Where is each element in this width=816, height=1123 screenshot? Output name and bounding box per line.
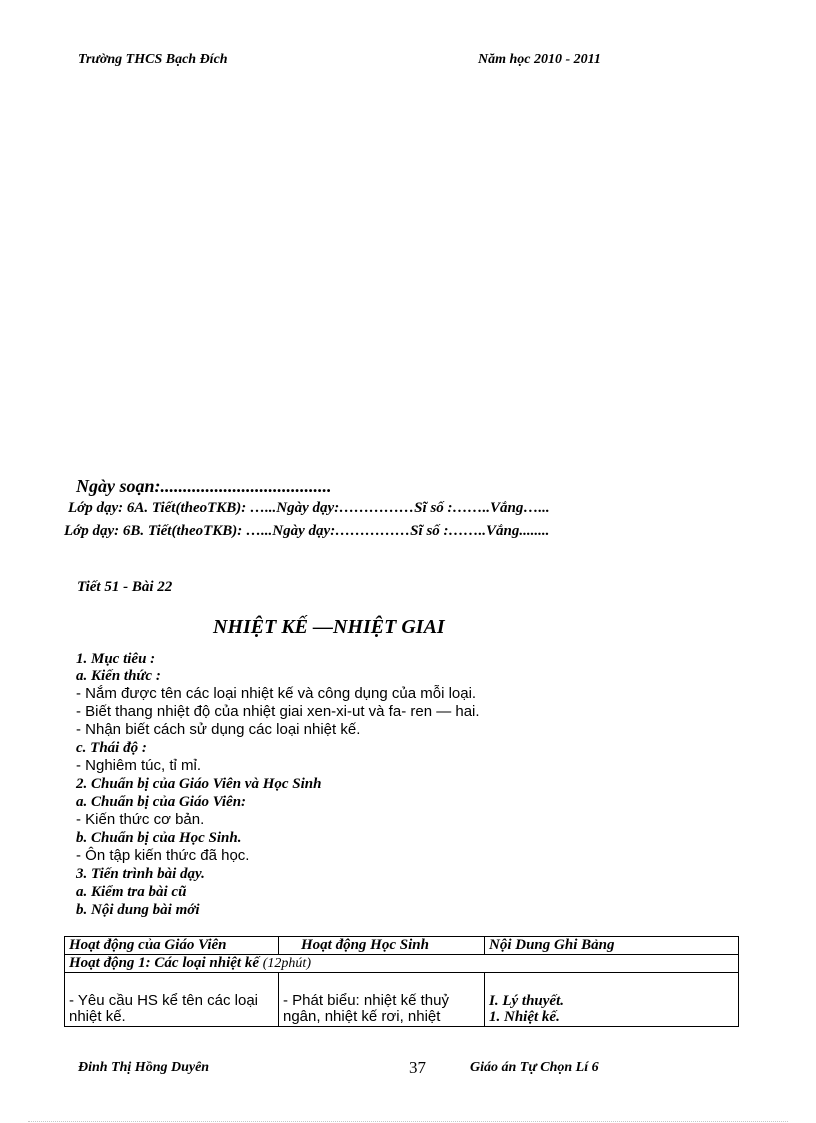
- new-content-heading: b. Nội dung bài mới: [76, 902, 200, 918]
- board-theory: I. Lý thuyết.: [489, 993, 564, 1009]
- table-row: [65, 973, 739, 1027]
- preparation-heading: 2. Chuẩn bị của Giáo Viên và Học Sinh: [76, 776, 322, 792]
- activity-time: (12phút): [262, 956, 311, 971]
- attitude-item: - Nghiêm túc, tỉ mỉ.: [76, 757, 202, 774]
- student-activity-cell: - Phát biểu: nhiệt kế thuỷ ngân, nhiệt kế rơi, nhiệt: [279, 973, 485, 1027]
- review-heading: a. Kiểm tra bài cũ: [76, 884, 187, 900]
- knowledge-item: - Nắm được tên các loại nhiệt kế và công dụng của mỗi loại.: [76, 685, 477, 702]
- knowledge-item: - Biết thang nhiệt độ của nhiệt giai xen-xi-ut và fa- ren — hai.: [76, 703, 480, 720]
- teacher-prep-item: - Kiến thức cơ bản.: [76, 811, 205, 828]
- attitude-heading: c. Thái độ :: [76, 740, 147, 756]
- objectives-heading: 1. Mục tiêu :: [76, 651, 156, 667]
- table-header-row: [65, 937, 739, 955]
- header-teacher-activity: Hoạt động của Giáo Viên: [65, 937, 279, 955]
- knowledge-heading: a. Kiến thức :: [76, 668, 161, 684]
- lesson-number: Tiết 51 - Bài 22: [77, 579, 173, 595]
- teacher-activity-cell: - Yêu cầu HS kể tên các loại nhiệt kế.: [65, 973, 279, 1027]
- procedure-heading: 3. Tiến trình bài dạy.: [76, 866, 205, 882]
- class-6b-line: Lớp dạy: 6B. Tiết(theoTKB): …...Ngày dạy:……………Sĩ số :……..Vắng........: [64, 523, 550, 539]
- footer-author: Đinh Thị Hồng Duyên: [78, 1060, 210, 1075]
- page-number: 37: [409, 1058, 426, 1077]
- knowledge-item: - Nhận biết cách sử dụng các loại nhiệt kế.: [76, 721, 361, 738]
- student-prep-item: - Ôn tập kiến thức đã học.: [76, 847, 250, 864]
- activity-cell: [65, 955, 739, 973]
- prep-date: Ngày soạn:......................................: [76, 476, 332, 496]
- board-thermometer: 1. Nhiệt kế.: [489, 1009, 560, 1025]
- page-bottom-border: [28, 1121, 788, 1122]
- footer-subject: Giáo án Tự Chọn Lí 6: [470, 1060, 599, 1075]
- class-6a-line: Lớp dạy: 6A. Tiết(theoTKB): …...Ngày dạy:……………Sĩ số :……..Vắng…...: [68, 500, 550, 516]
- student-prep-heading: b. Chuẩn bị của Học Sinh.: [76, 830, 242, 846]
- header-board-content: Nội Dung Ghi Bảng: [485, 937, 739, 955]
- activity-row: [65, 955, 739, 973]
- header-school: Trường THCS Bạch Đích: [78, 52, 228, 67]
- teacher-prep-heading: a. Chuẩn bị của Giáo Viên:: [76, 794, 247, 810]
- lesson-title: NHIỆT KẾ —NHIỆT GIAI: [213, 616, 445, 638]
- activity-label: Hoạt động 1: Các loại nhiệt kế: [69, 955, 260, 971]
- header-year: Năm học 2010 - 2011: [478, 52, 601, 67]
- lesson-table: [64, 936, 739, 1027]
- header-student-activity: Hoạt động Học Sinh: [279, 937, 485, 955]
- board-content-cell: [485, 973, 739, 1027]
